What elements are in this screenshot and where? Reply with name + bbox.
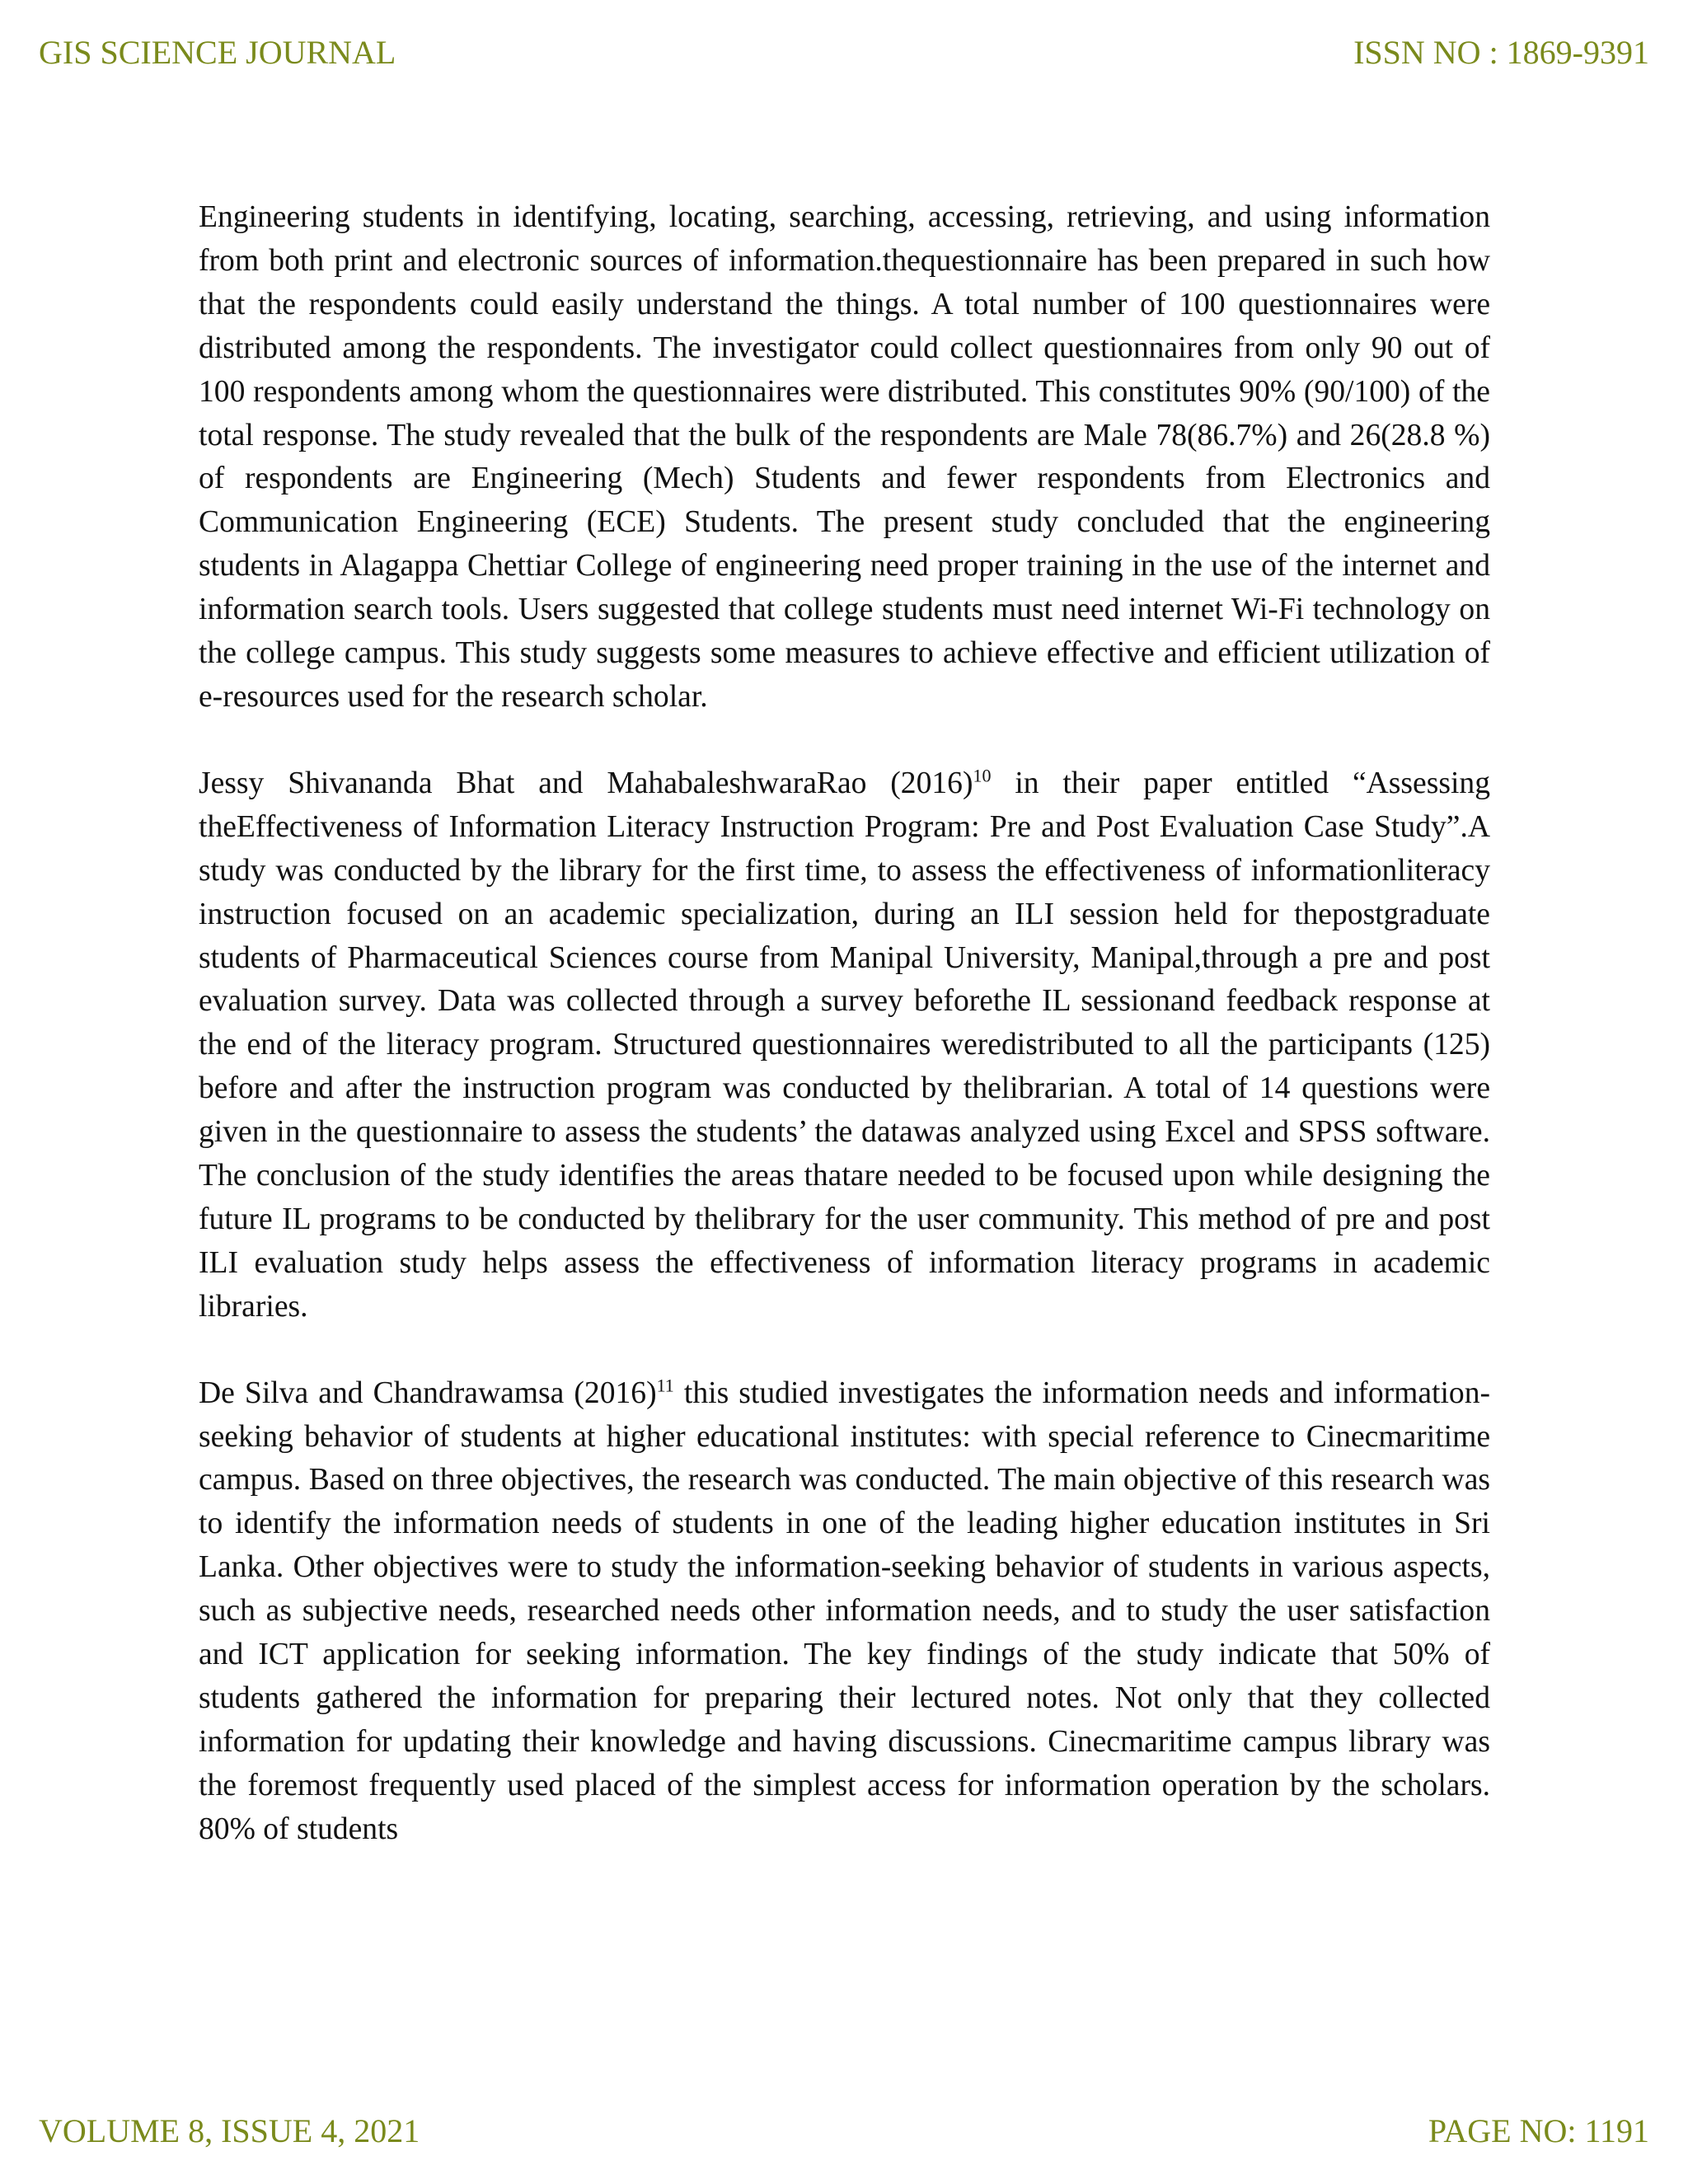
journal-name: GIS SCIENCE JOURNAL bbox=[39, 34, 396, 71]
paragraph-engineering-students-study: Engineering students in identifying, locating, searching, accessing, retrieving, and using information from both print and electronic sources of information.thequestionnaire has been prepared in such how that the respondents could easily understand the things. A total number of 100 questionnaires were distributed among the respondents. The investigator could collect questionnaires from only 90 out of 100 respondents among whom the questionnaires were distributed. This constitutes 90% (90/100) of the total response. The study revealed that the bulk of the respondents are Male 78(86.7%) and 26(28.8 %) of respondents are Engineering (Mech) Students and fewer respondents from Electronics and Communication Engineering (ECE) Students. The present study concluded that the engineering students in Alagappa Chettiar College of engineering need proper training in the use of the internet and information search tools. Users suggested that college students must need internet Wi-Fi technology on the college campus. This study suggests some measures to achieve effective and efficient utilization of e-resources used for the research scholar. bbox=[199, 200, 1490, 714]
paragraph-text: this studied investigates the information needs and information-seeking behavior of students at higher educational institutes: with special reference to Cinecmaritime campus. Based on three objectives, the research was conducted. The main objective of this research was to identify the information needs of students in one of the leading higher education institutes in Sri Lanka. Other objectives were to study the information-seeking behavior of students in various aspects, such as subjective needs, researched needs other information needs, and to study the user satisfaction and ICT application for seeking information. The key findings of the study indicate that 50% of students gathered the information for preparing their lectured notes. Not only that they collected information for updating their knowledge and having discussions. Cinecmaritime campus library was the foremost frequently used placed of the simplest access for information operation by the scholars. 80% of students bbox=[199, 1376, 1490, 1846]
paragraph-text: in their paper entitled “Assessing theEffectiveness of Information Literacy Instruction Program: Pre and Post Evaluation Case Study”.A study was conducted by the library for the first time, to assess the effectiveness of informationliteracy instruction focused on an academic specialization, during an ILI session held for thepostgraduate students of Pharmaceutical Sciences course from Manipal University, Manipal,through a pre and post evaluation survey. Data was collected through a survey beforethe IL sessionand feedback response at the end of the literacy program. Structured questionnaires weredistributed to all the participants (125) before and after the instruction program was conducted by thelibrarian. A total of 14 questions were given in the questionnaire to assess the students’ the datawas analyzed using Excel and SPSS software. The conclusion of the study identifies the areas thatare needed to be focused upon while designing the future IL programs to be conducted by thelibrary for the user community. This method of pre and post ILI evaluation study helps assess the effectiveness of information literacy programs in academic libraries. bbox=[199, 766, 1490, 1324]
reference-marker: 10 bbox=[973, 765, 992, 786]
paragraph-bhat-rao-2016 bbox=[199, 762, 1490, 1329]
citation-authors: Jessy Shivananda Bhat and MahabaleshwaraRao (2016) bbox=[199, 766, 973, 800]
reference-marker: 11 bbox=[656, 1375, 674, 1396]
volume-issue: VOLUME 8, ISSUE 4, 2021 bbox=[39, 2112, 420, 2149]
citation-authors: De Silva and Chandrawamsa (2016) bbox=[199, 1376, 657, 1410]
article-body bbox=[199, 196, 1490, 1895]
paragraph-de-silva-2016 bbox=[199, 1372, 1490, 1852]
issn-number: ISSN NO : 1869-9391 bbox=[1353, 34, 1649, 71]
page-number: PAGE NO: 1191 bbox=[1428, 2112, 1649, 2149]
